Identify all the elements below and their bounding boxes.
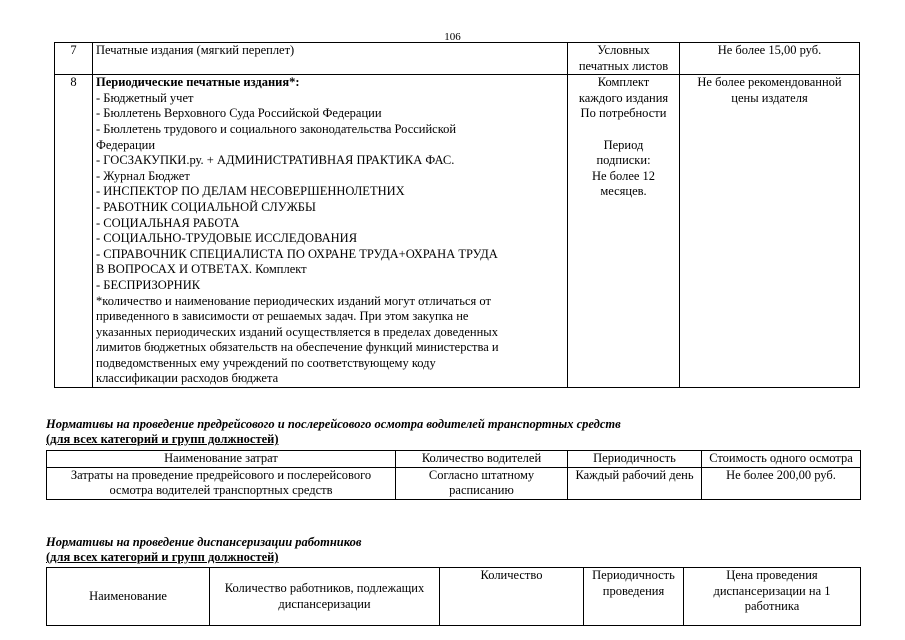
table-cell: Не более 200,00 руб. [702,467,861,499]
section-title: Нормативы на проведение диспансеризации работников [46,535,362,549]
medical-exam-table [46,450,861,500]
footnote-line: указанных периодических изданий осуществляется в пределах доведенных [96,324,498,339]
medical-section-heading [46,417,621,447]
section-subtitle: (для всех категорий и групп должностей) [46,550,279,564]
row-number: 7 [55,43,93,75]
table-cell: Каждый рабочий день [568,467,702,499]
footnote-line: *количество и наименование периодических изданий могут отличаться от [96,293,491,308]
list-item: - Бюллетень трудового и социального законодательства Российской [96,121,457,136]
list-item: Федерации [96,137,156,152]
row-number: 8 [55,75,93,388]
list-item: - ИНСПЕКТОР ПО ДЕЛАМ НЕСОВЕРШЕННОЛЕТНИХ [96,184,405,199]
table-header-row [47,451,861,468]
list-item: - ГОСЗАКУПКИ.ру. + АДМИНИСТРАТИВНАЯ ПРАКТИКА ФАС. [96,153,455,168]
row-name: Печатные издания (мягкий переплет) [93,43,568,75]
column-header: Цена проведения диспансеризации на 1 работника [684,568,861,626]
column-header: Количество [440,568,584,626]
footnote-line: классификации расходов бюджета [96,371,279,386]
publications-table [54,42,860,388]
footnote-line: лимитов бюджетных обязательств на обеспечение функций министерства и [96,340,499,355]
list-item: - Журнал Бюджет [96,168,190,183]
column-header: Стоимость одного осмотра [702,451,861,468]
table-header-row [47,568,861,626]
row-unit: Комплект каждого издания По потребности Период подписки: Не более 12 месяцев. [568,75,680,388]
column-header: Периодичность [568,451,702,468]
list-item: - Бюджетный учет [96,90,194,105]
footnote-line: приведенного в зависимости от решаемых задач. При этом закупка не [96,309,469,324]
page-number: 106 [444,31,461,43]
dispensary-section-heading [46,535,361,565]
list-item: - БЕСПРИЗОРНИК [96,277,201,292]
list-item: - СПРАВОЧНИК СПЕЦИАЛИСТА ПО ОХРАНЕ ТРУДА+ОХРАНА ТРУДА [96,246,498,261]
list-item: - РАБОТНИК СОЦИАЛЬНОЙ СЛУЖБЫ [96,199,316,214]
row-name [93,75,568,388]
row-price: Не более 15,00 руб. [680,43,860,75]
table-cell: Затраты на проведение предрейсового и послерейсового осмотра водителей транспортных средств [47,467,396,499]
list-item: - СОЦИАЛЬНАЯ РАБОТА [96,215,240,230]
row-price: Не более рекомендованной цены издателя [680,75,860,388]
periodicals-title: Периодические печатные издания*: [96,75,300,90]
table-cell: Согласно штатному расписанию [396,467,568,499]
dispensary-table [46,567,861,626]
list-item: - СОЦИАЛЬНО-ТРУДОВЫЕ ИССЛЕДОВАНИЯ [96,231,358,246]
column-header: Количество водителей [396,451,568,468]
column-header: Периодичность проведения [584,568,684,626]
footnote-line: подведомственных ему учреждений по соответствующему коду [96,355,436,370]
table-row [47,467,861,499]
row-unit: Условных печатных листов [568,43,680,75]
list-item: - Бюллетень Верховного Суда Российской Федерации [96,106,382,121]
table-row [55,43,860,75]
section-subtitle: (для всех категорий и групп должностей) [46,432,279,446]
column-header: Наименование [47,568,210,626]
column-header: Количество работников, подлежащих диспансеризации [210,568,440,626]
list-item: В ВОПРОСАХ И ОТВЕТАХ. Комплект [96,262,307,277]
column-header: Наименование затрат [47,451,396,468]
table-row [55,75,860,388]
section-title: Нормативы на проведение предрейсового и послерейсового осмотра водителей транспортных средств [46,417,621,431]
